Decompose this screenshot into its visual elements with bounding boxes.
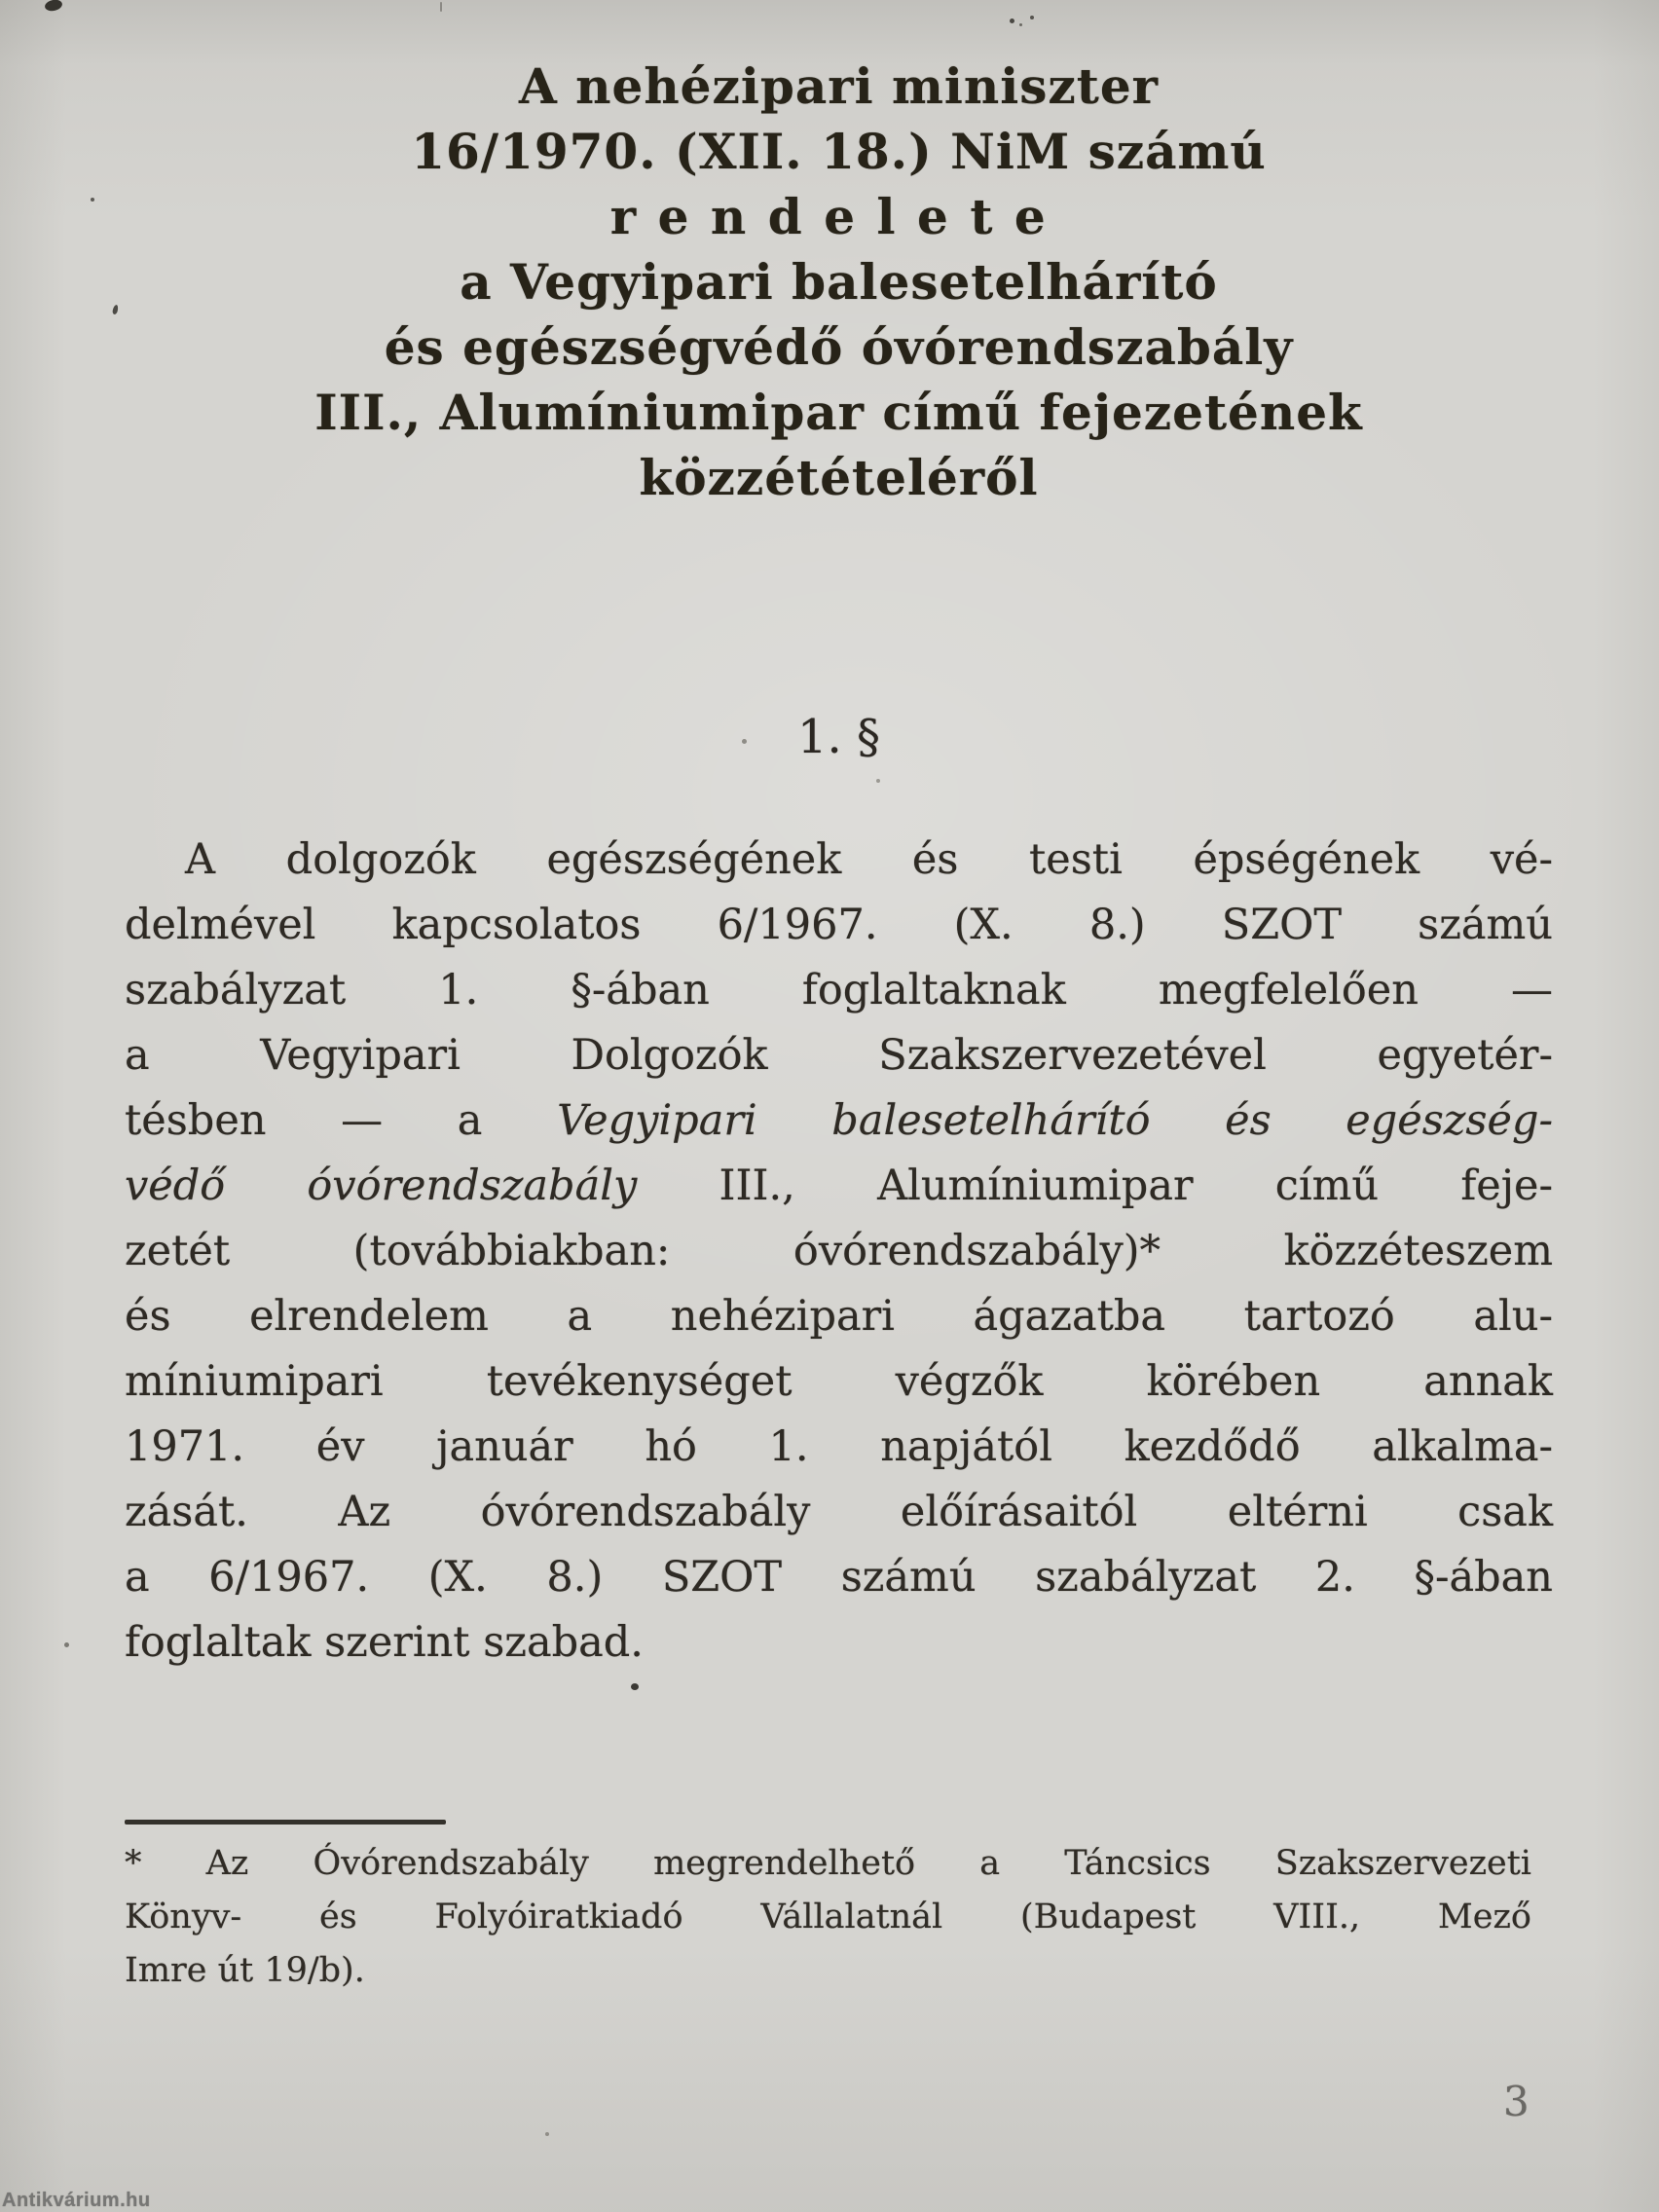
page-number: 3 [1503,2078,1530,2125]
scan-speck [440,2,442,12]
scan-speck [1010,18,1014,23]
title-line: 16/1970. (XII. 18.) NiM számú [411,123,1267,180]
body-text: delmével kapcsolatos 6/1967. (X. 8.) SZOT számú [125,901,1553,949]
scan-speck [631,1683,639,1690]
title-line: közzétételéről [639,449,1039,506]
body-line [125,1545,1553,1610]
body-line [125,958,1553,1023]
title-block [125,54,1553,510]
footnote [125,1837,1531,1998]
scan-speck [44,0,63,13]
body-text: szabályzat 1. §-ában foglaltaknak megfelelően — [125,966,1553,1014]
title-line: a Vegyipari balesetelhárító [460,253,1218,311]
body-text: a 6/1967. (X. 8.) SZOT számú szabályzat 2. §-ában [125,1553,1553,1602]
body-line [125,828,1553,893]
scan-speck [742,739,747,744]
body-text: zását. Az óvórendszabály előírásaitól eltérni csak [125,1488,1553,1536]
body-paragraph [125,828,1553,1676]
body-text: míniumipari tevékenységet végzők körében annak [125,1357,1553,1406]
scan-speck [1030,16,1034,19]
body-line [125,1088,1553,1154]
section-heading: 1. § [796,710,881,764]
scan-speck [112,305,119,315]
body-line [125,1610,1553,1676]
body-text: tésben — a [125,1096,558,1145]
body-text: III., Alumíniumipar című feje- [637,1161,1553,1210]
footnote-line: Könyv- és Folyóiratkiadó Vállalatnál (Budapest VIII., Mező [125,1898,1531,1936]
body-text: foglaltak szerint szabad. [125,1618,644,1667]
footnote-line: Imre út 19/b). [125,1951,365,1990]
body-text-italic: Vegyipari balesetelhárító és egészség- [557,1096,1553,1145]
body-text: és elrendelem a nehézipari ágazatba tartozó alu- [125,1292,1553,1341]
title-line: A nehézipari miniszter [518,57,1160,115]
body-line [125,893,1553,958]
scan-speck [545,2132,549,2136]
title-line: és egészségvédő óvórendszabály [384,318,1294,376]
footnote-line: * Az Óvórendszabály megrendelhető a Táncsics Szakszervezeti [125,1844,1531,1883]
body-line [125,1415,1553,1480]
body-text: zetét (továbbiakban: óvórendszabály)* közzéteszem [125,1227,1553,1275]
body-line [125,1154,1553,1219]
footnote-separator [125,1820,446,1825]
body-text-italic: védő óvórendszabály [125,1161,638,1210]
body-line [125,1219,1553,1284]
body-line [125,1349,1553,1415]
body-text: 1971. év január hó 1. napjától kezdődő alkalma- [125,1422,1553,1471]
title-line: rendelete [609,188,1068,245]
body-line [125,1480,1553,1545]
scan-speck [876,779,880,783]
watermark: Antikvárium.hu [2,2190,151,2211]
body-line [125,1023,1553,1088]
body-text: A dolgozók egészségének és testi épségének vé- [185,835,1553,884]
scan-speck [64,1642,69,1647]
body-text: a Vegyipari Dolgozók Szakszervezetével egyetér- [125,1031,1553,1080]
scan-speck [1019,23,1022,26]
scan-speck [91,198,94,202]
body-line [125,1284,1553,1349]
title-line: III., Alumíniumipar című fejezetének [314,384,1363,441]
